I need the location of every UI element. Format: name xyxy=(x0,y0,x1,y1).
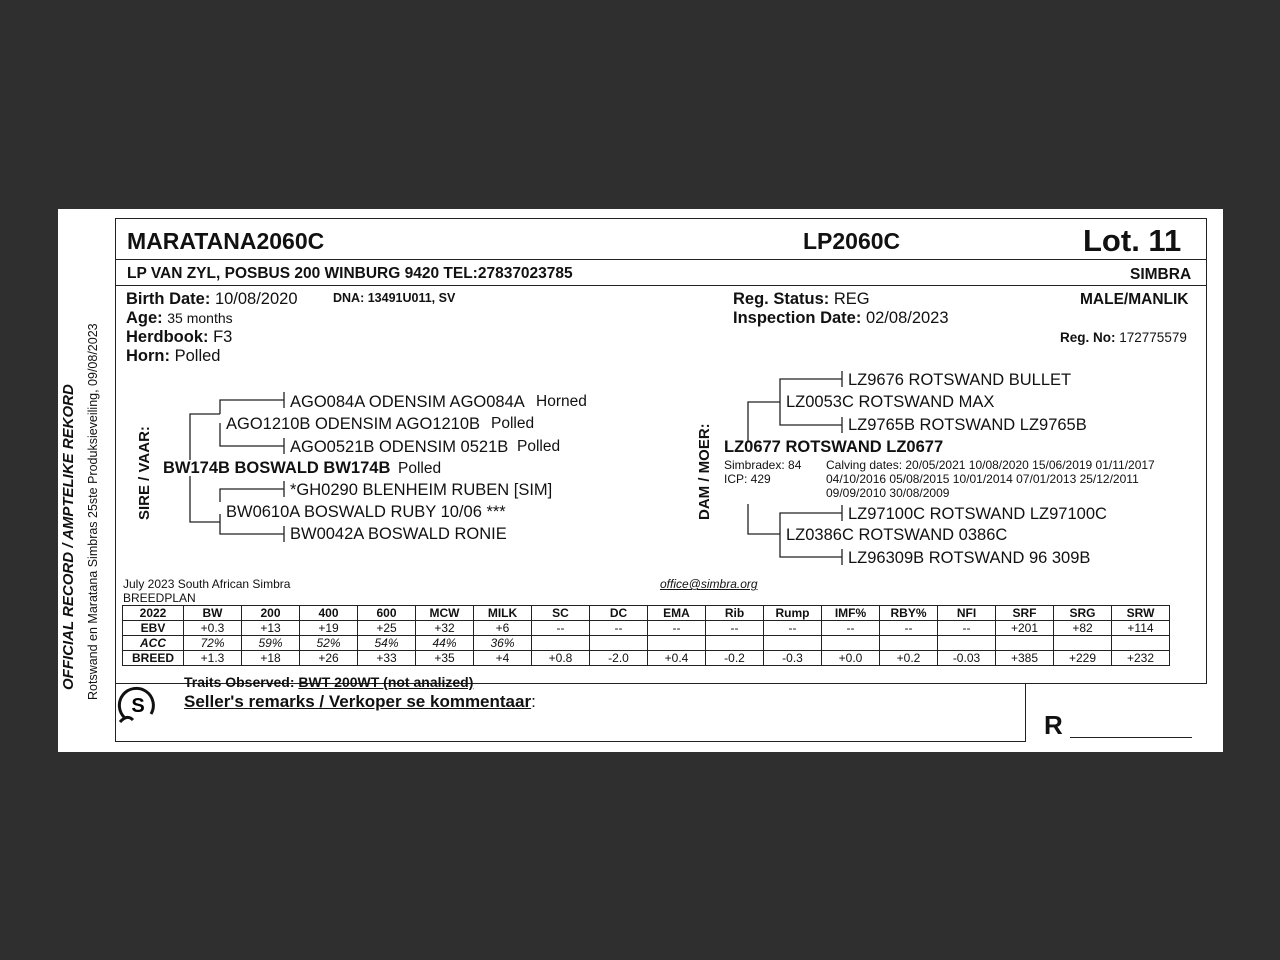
ebv-col-header: Rump xyxy=(764,606,822,621)
herdbook-value: F3 xyxy=(213,328,233,346)
ebv-cell: +0.3 xyxy=(184,621,242,636)
birth-date-label: Birth Date: xyxy=(126,290,211,308)
dam-dam-dam: LZ96309B ROTSWAND 96 309B xyxy=(848,549,1091,567)
horn-value: Polled xyxy=(174,347,221,365)
ebv-cell: -- xyxy=(764,621,822,636)
animal-id-code: LP2060C xyxy=(803,228,901,254)
ebv-cell: +33 xyxy=(358,651,416,666)
simbra-logo-icon xyxy=(117,684,159,726)
ebv-col-header: SC xyxy=(532,606,590,621)
ebv-col-header: SRG xyxy=(1054,606,1112,621)
ebv-col-header: EMA xyxy=(648,606,706,621)
ebv-header-row xyxy=(123,606,1170,621)
logo-letter: S xyxy=(131,695,145,717)
calving-dates-1: Calving dates: 20/05/2021 10/08/2020 15/06/2019 01/11/2017 xyxy=(826,458,1155,472)
ebv-cell xyxy=(590,636,648,651)
dna-text: DNA: 13491U011, SV xyxy=(333,291,456,305)
ebv-cell: +0.0 xyxy=(822,651,880,666)
ebv-col-header: 2022 xyxy=(123,606,184,621)
ebv-cell: +114 xyxy=(1112,621,1170,636)
birth-date-value: 10/08/2020 xyxy=(214,290,298,308)
dam-label: DAM / MOER: xyxy=(696,423,713,520)
dam-sire: LZ0053C ROTSWAND MAX xyxy=(786,393,995,411)
ebv-cell: +4 xyxy=(474,651,532,666)
dam-dam: LZ0386C ROTSWAND 0386C xyxy=(786,526,1008,544)
ebv-cell: -0.03 xyxy=(938,651,996,666)
reg-no-value: 172775579 xyxy=(1119,330,1187,345)
ebv-cell: -0.2 xyxy=(706,651,764,666)
icp: ICP: 429 xyxy=(724,472,771,486)
ebv-cell: -- xyxy=(938,621,996,636)
ebv-cell: +385 xyxy=(996,651,1054,666)
sire-note: Polled xyxy=(398,460,442,477)
ebv-cell: 52% xyxy=(300,636,358,651)
ebv-cell xyxy=(822,636,880,651)
ebv-cell: 36% xyxy=(474,636,532,651)
traits-observed xyxy=(184,674,473,690)
ebv-col-header: 200 xyxy=(242,606,300,621)
herdbook-label: Herdbook: xyxy=(126,328,209,346)
traits-value: BWT 200WT (not analized) xyxy=(298,674,474,690)
ebv-col-header: SRF xyxy=(996,606,1054,621)
ebv-cell: -- xyxy=(822,621,880,636)
ebv-cell: -- xyxy=(590,621,648,636)
sire-sire-sire-note: Horned xyxy=(536,393,587,410)
ebv-cell xyxy=(648,636,706,651)
ebv-col-header: 600 xyxy=(358,606,416,621)
animal-name: MARATANA2060C xyxy=(127,228,325,254)
sire-sire: AGO1210B ODENSIM AGO1210B xyxy=(226,415,481,433)
dam-name: LZ0677 ROTSWAND LZ0677 xyxy=(724,438,944,456)
ebv-cell xyxy=(880,636,938,651)
sire-sire-note: Polled xyxy=(491,415,535,432)
dam-dam-sire: LZ97100C ROTSWAND LZ97100C xyxy=(848,505,1107,523)
ebv-cell: -- xyxy=(880,621,938,636)
ebv-cell: +82 xyxy=(1054,621,1112,636)
breed-label: SIMBRA xyxy=(1130,266,1192,283)
ebv-row-label: ACC xyxy=(123,636,184,651)
reg-no-label: Reg. No: xyxy=(1060,330,1116,345)
ebv-row-label: BREED xyxy=(123,651,184,666)
age-value: 35 months xyxy=(167,310,233,326)
ebv-cell xyxy=(706,636,764,651)
ebv-cell xyxy=(764,636,822,651)
calving-dates-2: 04/10/2016 05/08/2015 10/01/2014 07/01/2013 25/12/2011 xyxy=(826,472,1139,486)
ebv-cell: +232 xyxy=(1112,651,1170,666)
ebv-cell xyxy=(532,636,590,651)
ebv-col-header: NFI xyxy=(938,606,996,621)
dam-sire-dam: LZ9765B ROTSWAND LZ9765B xyxy=(848,416,1087,434)
ebv-cell: 72% xyxy=(184,636,242,651)
ebv-cell: -- xyxy=(706,621,764,636)
ebv-cell: 59% xyxy=(242,636,300,651)
horn-label: Horn: xyxy=(126,347,170,365)
ebv-cell: +19 xyxy=(300,621,358,636)
ebv-cell: +229 xyxy=(1054,651,1112,666)
dam-sire-sire: LZ9676 ROTSWAND BULLET xyxy=(848,371,1072,389)
ebv-cell xyxy=(996,636,1054,651)
ebv-cell: +0.4 xyxy=(648,651,706,666)
price-label: R xyxy=(1044,710,1063,740)
sire-sire-dam: AGO0521B ODENSIM 0521B xyxy=(290,438,509,456)
email-link[interactable]: office@simbra.org xyxy=(660,577,758,591)
inspection-date-value: 02/08/2023 xyxy=(865,309,949,327)
sire-dam: BW0610A BOSWALD RUBY 10/06 *** xyxy=(226,503,506,521)
ebv-cell: +0.8 xyxy=(532,651,590,666)
ebv-cell xyxy=(1112,636,1170,651)
acc-row xyxy=(123,636,1170,651)
ebv-cell: -0.3 xyxy=(764,651,822,666)
official-record-text: OFFICIAL RECORD / AMPTELIKE REKORD xyxy=(60,384,77,690)
ebv-subtitle: BREEDPLAN xyxy=(123,591,196,605)
sire-sire-sire: AGO084A ODENSIM AGO084A xyxy=(290,393,525,411)
ebv-cell: +25 xyxy=(358,621,416,636)
ebv-cell xyxy=(938,636,996,651)
ebv-cell: +6 xyxy=(474,621,532,636)
ebv-cell: 54% xyxy=(358,636,416,651)
ebv-col-header: RBY% xyxy=(880,606,938,621)
ebv-table xyxy=(122,605,1170,666)
auction-text: Rotswand en Maratana Simbras 25ste Produksieveiling, 09/08/2023 xyxy=(86,323,100,700)
ebv-cell: 44% xyxy=(416,636,474,651)
seller-remarks-colon: : xyxy=(531,692,536,711)
ebv-cell: +201 xyxy=(996,621,1054,636)
traits-label: Traits Observed: xyxy=(184,674,295,690)
ebv-col-header: BW xyxy=(184,606,242,621)
simbradex: Simbradex: 84 xyxy=(724,458,802,472)
ebv-cell xyxy=(1054,636,1112,651)
ebv-col-header: 400 xyxy=(300,606,358,621)
ebv-cell: -2.0 xyxy=(590,651,648,666)
ebv-col-header: SRW xyxy=(1112,606,1170,621)
ebv-cell: +18 xyxy=(242,651,300,666)
sire-label: SIRE / VAAR: xyxy=(136,426,153,520)
ebv-cell: +13 xyxy=(242,621,300,636)
sex-label: MALE/MANLIK xyxy=(1080,291,1189,308)
price-input-line[interactable] xyxy=(1070,737,1192,738)
ebv-col-header: DC xyxy=(590,606,648,621)
sire-name: BW174B BOSWALD BW174B xyxy=(163,459,391,477)
breed-row xyxy=(123,651,1170,666)
ebv-col-header: MCW xyxy=(416,606,474,621)
ebv-cell: +26 xyxy=(300,651,358,666)
reg-status-value: REG xyxy=(833,290,870,308)
ebv-row-label: EBV xyxy=(123,621,184,636)
ebv-cell: +32 xyxy=(416,621,474,636)
ebv-col-header: IMF% xyxy=(822,606,880,621)
ebv-row xyxy=(123,621,1170,636)
inspection-date-label: Inspection Date: xyxy=(733,309,862,327)
seller-remarks xyxy=(184,692,536,712)
reg-status-label: Reg. Status: xyxy=(733,290,830,308)
age-label: Age: xyxy=(126,309,163,327)
ebv-title: July 2023 South African Simbra xyxy=(123,577,291,591)
sire-dam-dam: BW0042A BOSWALD RONIE xyxy=(290,525,507,543)
sire-dam-sire: *GH0290 BLENHEIM RUBEN [SIM] xyxy=(290,481,553,499)
ebv-cell: +35 xyxy=(416,651,474,666)
lot-number: Lot. 11 xyxy=(1083,223,1182,258)
ebv-cell: +0.2 xyxy=(880,651,938,666)
sire-sire-dam-note: Polled xyxy=(517,438,561,455)
ebv-col-header: Rib xyxy=(706,606,764,621)
owner-line: LP VAN ZYL, POSBUS 200 WINBURG 9420 TEL:27837023785 xyxy=(127,265,573,282)
ebv-col-header: MILK xyxy=(474,606,532,621)
ebv-cell: +1.3 xyxy=(184,651,242,666)
ebv-cell: -- xyxy=(648,621,706,636)
calving-dates-3: 09/09/2010 30/08/2009 xyxy=(826,486,950,500)
seller-remarks-label: Seller's remarks / Verkoper se kommentaar xyxy=(184,692,532,711)
ebv-cell: -- xyxy=(532,621,590,636)
